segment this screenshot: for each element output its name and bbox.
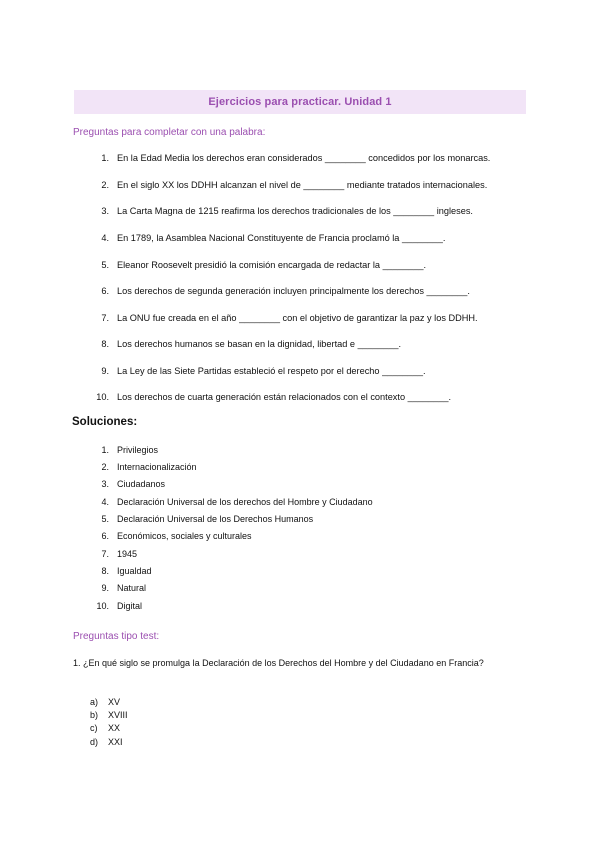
- question-text: En el siglo XX los DDHH alcanzan el nivel de ________ mediante tratados internacionales.: [117, 180, 488, 190]
- question-number: 7.: [101, 313, 109, 323]
- question-number: 10.: [96, 392, 109, 402]
- solution-number: 6.: [101, 531, 109, 541]
- solutions-heading: Soluciones:: [72, 416, 138, 428]
- solution-text: Ciudadanos: [117, 479, 166, 489]
- fill-in-heading: Preguntas para completar con una palabra:: [73, 127, 266, 138]
- solution-number: 3.: [101, 479, 109, 489]
- solution-text: Igualdad: [117, 566, 152, 576]
- option-text: XXI: [108, 737, 123, 747]
- question-text: La ONU fue creada en el año ________ con el objetivo de garantizar la paz y los DDHH.: [117, 313, 478, 323]
- question-item: [90, 259, 550, 271]
- solution-number: 4.: [101, 497, 109, 507]
- question-item: [90, 338, 550, 350]
- question-number: 3.: [101, 206, 109, 216]
- solution-number: 10.: [96, 601, 109, 611]
- question-text: En la Edad Media los derechos eran considerados ________ concedidos por los monarcas.: [117, 153, 491, 163]
- option-letter: a): [90, 697, 99, 707]
- solution-text: Declaración Universal de los Derechos Humanos: [117, 514, 314, 524]
- question-item: [90, 179, 550, 191]
- solution-item: [90, 513, 530, 525]
- question-text: La Ley de las Siete Partidas estableció el respeto por el derecho ________.: [117, 366, 426, 376]
- question-number: 9.: [101, 366, 109, 376]
- solution-number: 1.: [101, 445, 109, 455]
- solution-text: Económicos, sociales y culturales: [117, 531, 252, 541]
- solution-number: 7.: [101, 549, 109, 559]
- solution-number: 5.: [101, 514, 109, 524]
- page-title: [74, 90, 526, 114]
- solution-item: [90, 444, 530, 456]
- question-item: [90, 152, 550, 164]
- solution-text: Natural: [117, 583, 147, 593]
- solution-number: 2.: [101, 462, 109, 472]
- question-item: [90, 205, 550, 217]
- question-text: Los derechos humanos se basan en la dignidad, libertad e ________.: [117, 339, 402, 349]
- option-letter: d): [90, 737, 99, 747]
- option-text: XV: [108, 697, 121, 707]
- solution-number: 9.: [101, 583, 109, 593]
- question-text: Eleanor Roosevelt presidió la comisión encargada de redactar la ________.: [117, 260, 426, 270]
- solution-text: Internacionalización: [117, 462, 197, 472]
- solution-item: [90, 565, 530, 577]
- question-text: Los derechos de segunda generación incluyen principalmente los derechos ________.: [117, 286, 470, 296]
- question-number: 6.: [101, 286, 109, 296]
- solution-item: [90, 548, 530, 560]
- test-heading: Preguntas tipo test:: [73, 631, 160, 642]
- test-option: [90, 722, 120, 734]
- question-item: [90, 365, 550, 377]
- question-number: 1.: [101, 153, 109, 163]
- solution-number: 8.: [101, 566, 109, 576]
- question-item: [90, 391, 550, 403]
- option-letter: b): [90, 710, 99, 720]
- solution-item: [90, 496, 530, 508]
- question-item: [90, 232, 550, 244]
- option-text: XVIII: [108, 710, 128, 720]
- question-number: 4.: [101, 233, 109, 243]
- solution-item: [90, 600, 530, 612]
- question-number: 5.: [101, 260, 109, 270]
- solution-item: [90, 478, 530, 490]
- option-letter: c): [90, 723, 98, 733]
- solution-text: Digital: [117, 601, 143, 611]
- solution-text: Declaración Universal de los derechos del Hombre y Ciudadano: [117, 497, 373, 507]
- question-item: [90, 312, 550, 324]
- question-text: Los derechos de cuarta generación están relacionados con el contexto ________.: [117, 392, 452, 402]
- question-item: [90, 285, 550, 297]
- page-title-text: Ejercicios para practicar. Unidad 1: [208, 96, 392, 108]
- test-option: [90, 736, 123, 748]
- solution-text: 1945: [117, 549, 138, 559]
- solution-text: Privilegios: [117, 445, 159, 455]
- test-option: [90, 696, 120, 708]
- solution-item: [90, 461, 530, 473]
- question-number: 8.: [101, 339, 109, 349]
- question-text: La Carta Magna de 1215 reafirma los derechos tradicionales de los ________ ingleses.: [117, 206, 473, 216]
- test-question: 1. ¿En qué siglo se promulga la Declaración de los Derechos del Hombre y del Ciudadano en Francia?: [73, 658, 484, 668]
- test-option: [90, 709, 128, 721]
- question-text: En 1789, la Asamblea Nacional Constituyente de Francia proclamó la ________.: [117, 233, 446, 243]
- solution-item: [90, 582, 530, 594]
- solution-item: [90, 530, 530, 542]
- question-number: 2.: [101, 180, 109, 190]
- option-text: XX: [108, 723, 121, 733]
